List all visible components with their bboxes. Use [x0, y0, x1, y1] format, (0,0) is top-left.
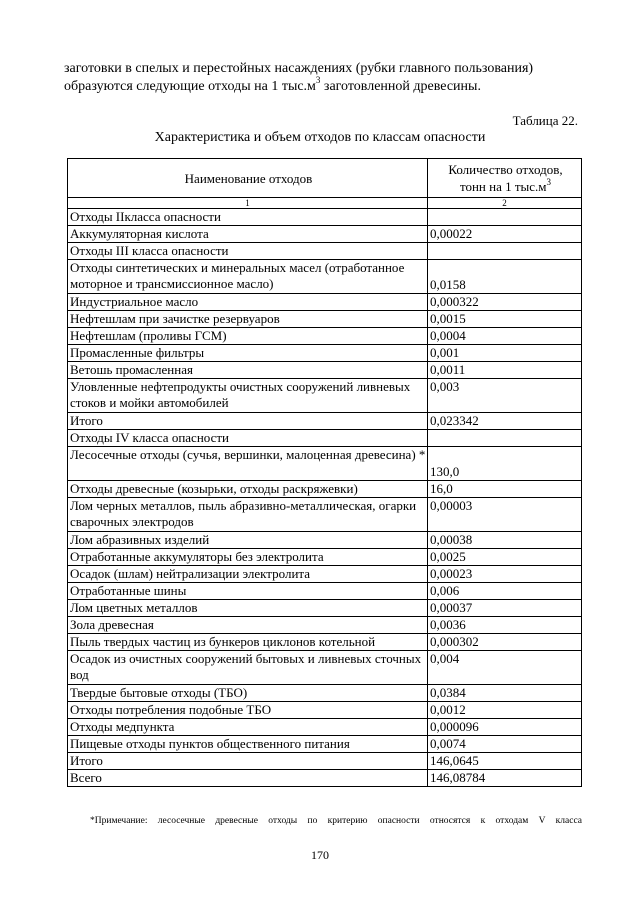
table-row: Индустриальное масло 0,000322 [68, 294, 582, 311]
header-waste-quantity: Количество отходов, тонн на 1 $тыс.м^3$ [428, 159, 582, 198]
table-row: Отходы медпункта 0,000096 [68, 719, 582, 736]
table-row: Лом черных металлов, пыль абразивно-металлическая, огарки сварочных электродов 0,00003 [68, 498, 582, 532]
table-row: Отходы IIкласса опасности [68, 209, 582, 226]
table-row: Осадок (шлам) нейтрализации электролита 0,00023 [68, 566, 582, 583]
table-row: Твердые бытовые отходы (ТБО) 0,0384 [68, 685, 582, 702]
table-row: Лом абразивных изделий 0,00038 [68, 532, 582, 549]
table-row: Отходы синтетических и минеральных масел (отработанное моторное и трансмиссионное масло) 0,0158 [68, 260, 582, 294]
table-row: Отходы потребления подобные ТБО 0,0012 [68, 702, 582, 719]
table-row: Уловленные нефтепродукты очистных сооружений ливневых стоков и мойки автомобилей 0,003 [68, 379, 582, 413]
table-footnote: *Примечание: лесосечные древесные отходы по критерию опасности относятся к отходам V класса [90, 816, 582, 826]
table-row: Ветошь промасленная 0,0011 [68, 362, 582, 379]
waste-table [67, 158, 582, 787]
table-row: Пищевые отходы пунктов общественного питания 0,0074 [68, 736, 582, 753]
table-row: Отработанные аккумуляторы без электролита 0,0025 [68, 549, 582, 566]
column-number-1: 1 [68, 198, 428, 209]
table-row: Итого 0,023342 [68, 413, 582, 430]
table-row: Отходы III класса опасности [68, 243, 582, 260]
header-waste-name: Наименование отходов [68, 159, 428, 198]
table-row: Отработанные шины 0,006 [68, 583, 582, 600]
table-row: Осадок из очистных сооружений бытовых и ливневых сточных вод 0,004 [68, 651, 582, 685]
table-row: Всего 146,08784 [68, 770, 582, 787]
intro-line-2: образуются следующие отходы на 1 $тыс.м^3$ заготовленной древесины. [64, 75, 481, 94]
column-number-row [68, 198, 582, 209]
table-row: Нефтешлам при зачистке резервуаров 0,0015 [68, 311, 582, 328]
table-row: Зола древесная 0,0036 [68, 617, 582, 634]
table-title: Характеристика и объем отходов по классам опасности [154, 130, 486, 145]
table-row: Аккумуляторная кислота 0,00022 [68, 226, 582, 243]
column-number-2: 2 [428, 198, 582, 209]
table-label: Таблица 22. [512, 113, 578, 128]
page-number: 170 [311, 848, 329, 862]
table-row: Промасленные фильтры 0,001 [68, 345, 582, 362]
table-row: Лом цветных металлов 0,00037 [68, 600, 582, 617]
table-header-row [68, 159, 582, 198]
table-row: Отходы IV класса опасности [68, 430, 582, 447]
table-row: Итого 146,0645 [68, 753, 582, 770]
table-row: Пыль твердых частиц из бункеров циклонов котельной 0,000302 [68, 634, 582, 651]
intro-line-1: заготовки в спелых и перестойных насаждениях (рубки главного пользования) [64, 61, 534, 76]
intro-paragraph [64, 60, 582, 96]
table-row: Отходы древесные (козырьки, отходы раскряжевки) 16,0 [68, 481, 582, 498]
table-row: Нефтешлам (проливы ГСМ) 0,0004 [68, 328, 582, 345]
table-row: Лесосечные отходы (сучья, вершинки, малоценная древесина) * 130,0 [68, 447, 582, 481]
